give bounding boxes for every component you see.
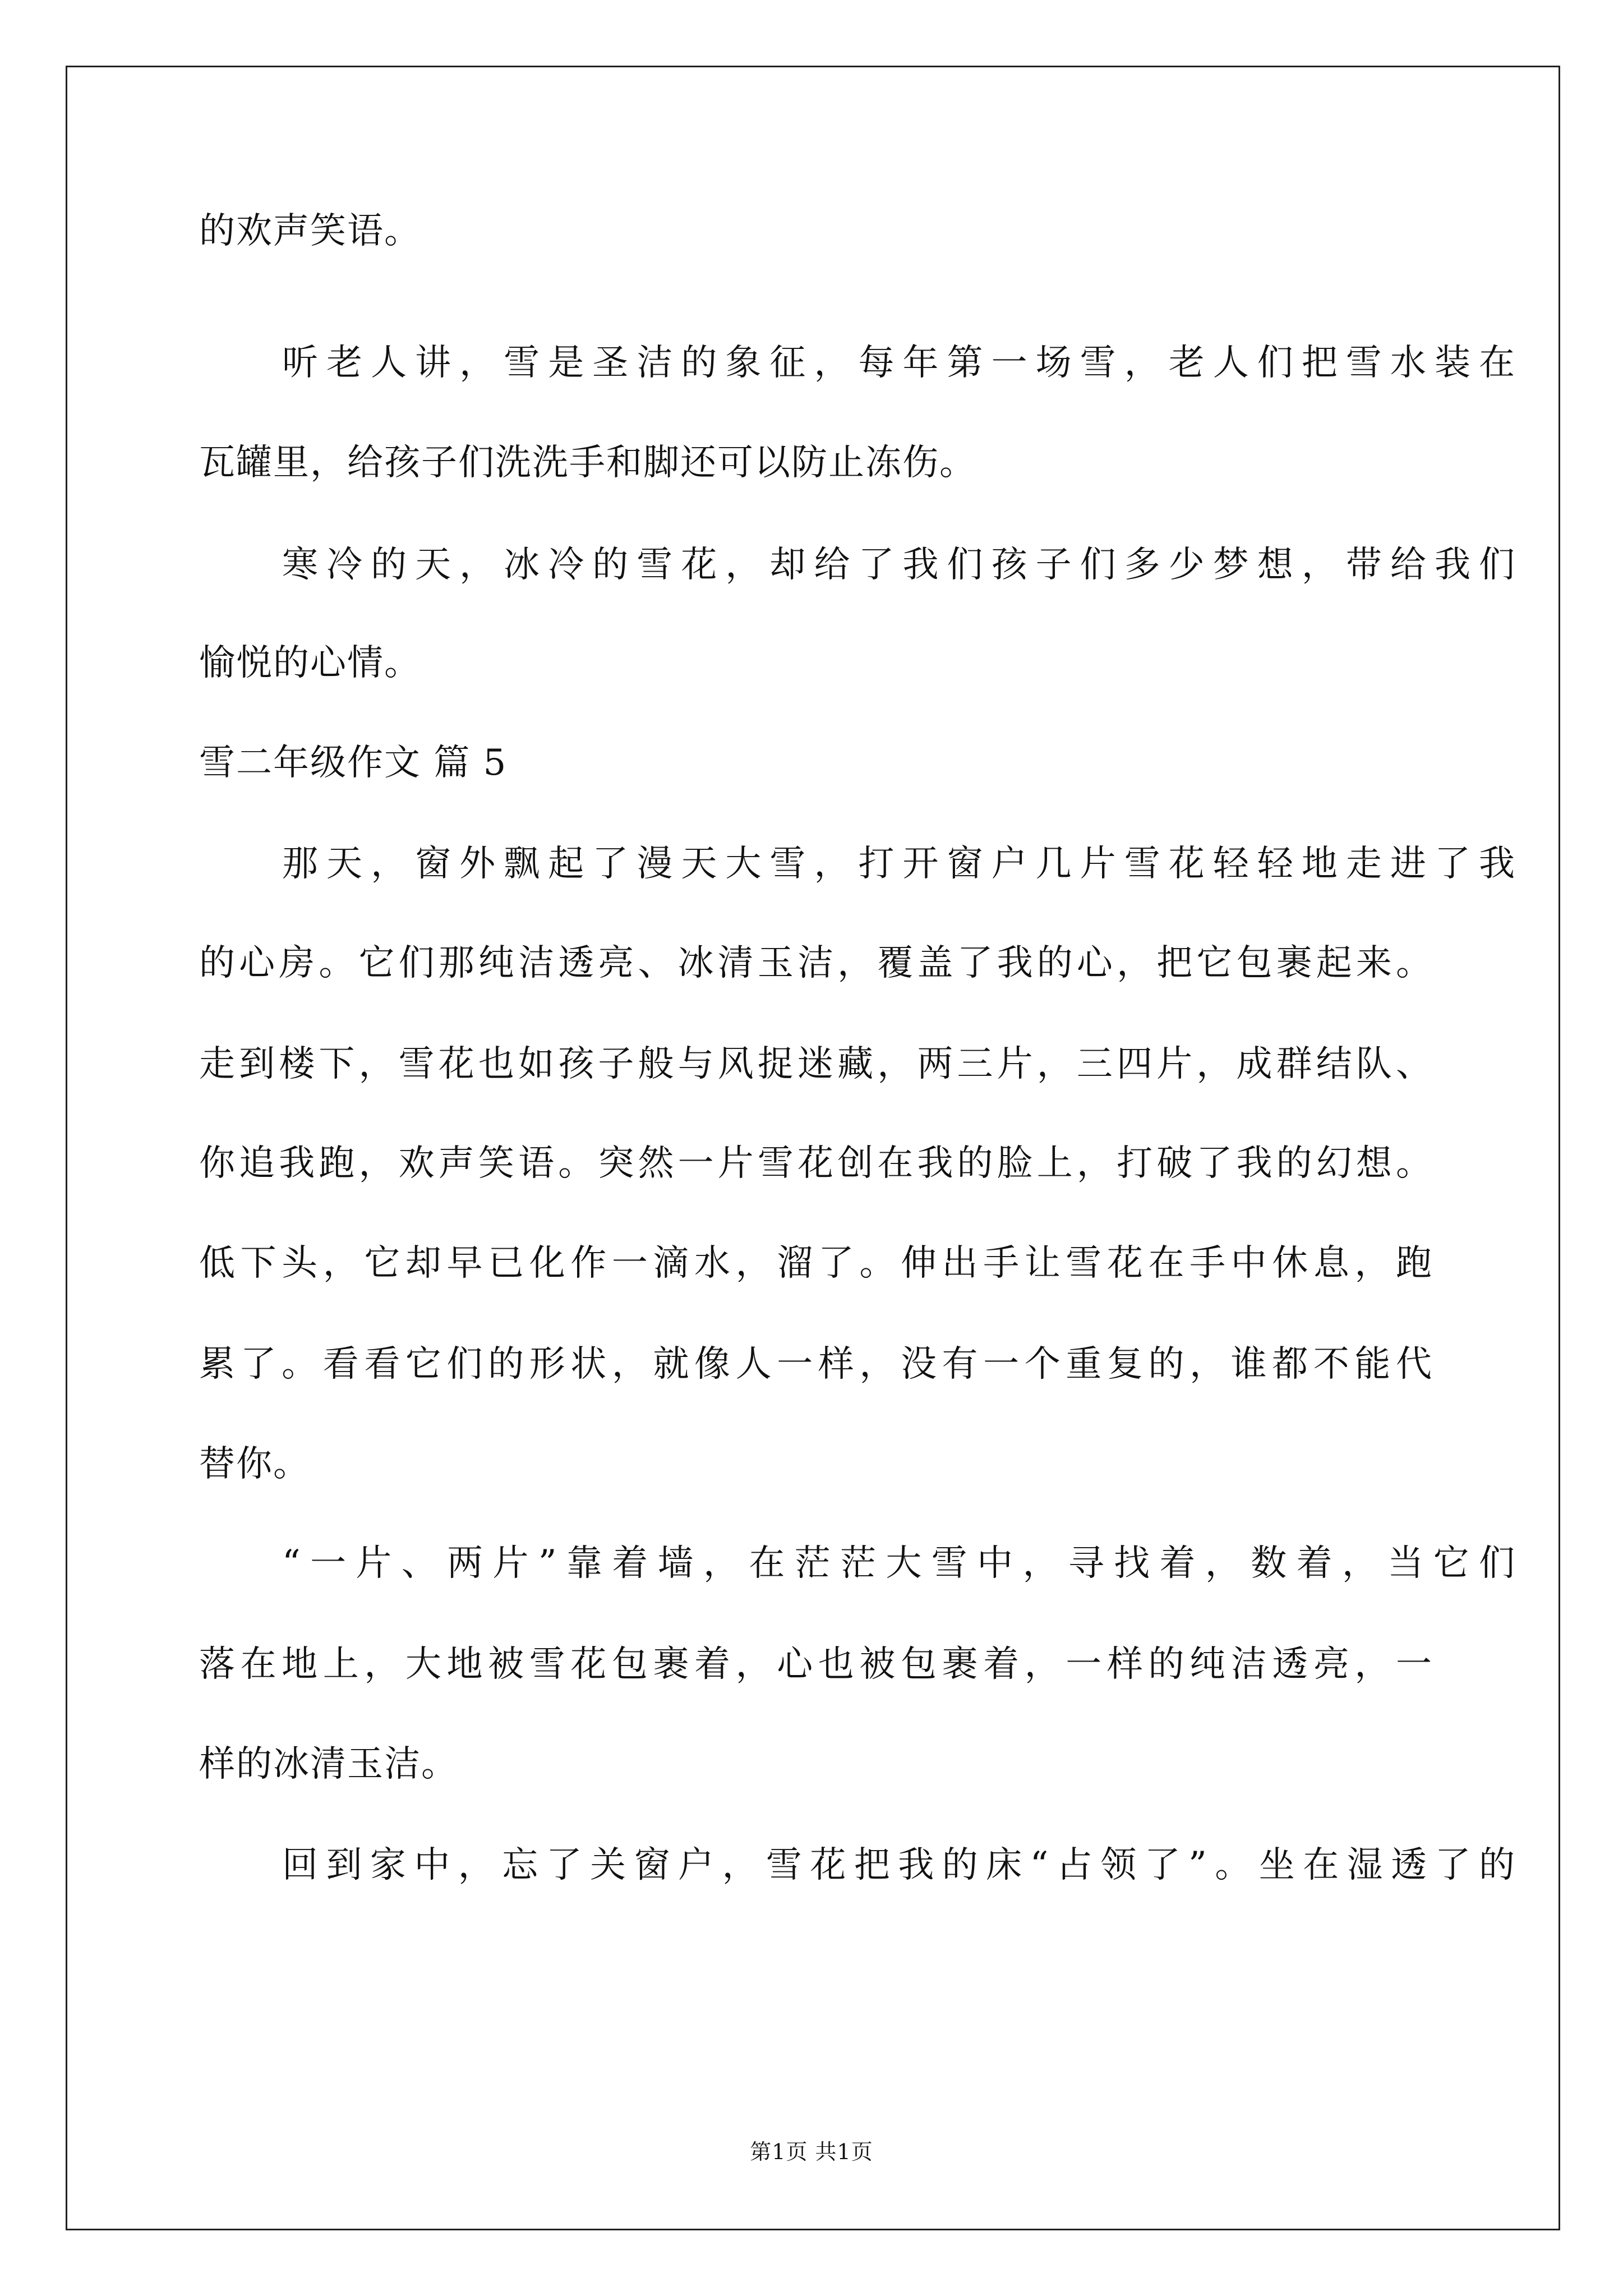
- text-line: 的欢声笑语。: [199, 210, 421, 252]
- text-line: 的心房。它们那纯洁透亮、冰清玉洁，覆盖了我的心，把它包裹起来。: [199, 942, 1433, 984]
- section-heading: 雪二年级作文 篇 5: [199, 742, 508, 784]
- text-line: 回到家中，忘了关窗户，雪花把我的床“占领了”。坐在湿透了的: [282, 1844, 1516, 1886]
- text-line: 愉悦的心情。: [199, 642, 421, 684]
- text-line: 样的冰清玉洁。: [199, 1743, 458, 1785]
- text-line: 低下头，它却早已化作一滴水，溜了。伸出手让雪花在手中休息，跑: [199, 1243, 1433, 1284]
- text-line: 那天，窗外飘起了漫天大雪，打开窗户几片雪花轻轻地走进了我: [282, 843, 1516, 885]
- page-footer: 第1页 共1页: [750, 2139, 873, 2164]
- text-line: “一片、两片”靠着墙，在茫茫大雪中，寻找着，数着，当它们: [282, 1543, 1516, 1584]
- text-line: 瓦罐里，给孩子们洗洗手和脚还可以防止冻伤。: [199, 442, 976, 484]
- text-line: 走到楼下，雪花也如孩子般与风捉迷藏，两三片，三四片，成群结队、: [199, 1043, 1433, 1085]
- text-line: 替你。: [199, 1443, 310, 1485]
- text-line: 你追我跑，欢声笑语。突然一片雪花创在我的脸上，打破了我的幻想。: [199, 1143, 1433, 1184]
- text-line: 累了。看看它们的形状，就像人一样，没有一个重复的，谁都不能代: [199, 1343, 1433, 1385]
- text-line: 落在地上，大地被雪花包裹着，心也被包裹着，一样的纯洁透亮，一: [199, 1644, 1433, 1685]
- text-line: 寒冷的天，冰冷的雪花，却给了我们孩子们多少梦想，带给我们: [282, 544, 1516, 586]
- text-line: 听老人讲，雪是圣洁的象征，每年第一场雪，老人们把雪水装在: [282, 342, 1516, 384]
